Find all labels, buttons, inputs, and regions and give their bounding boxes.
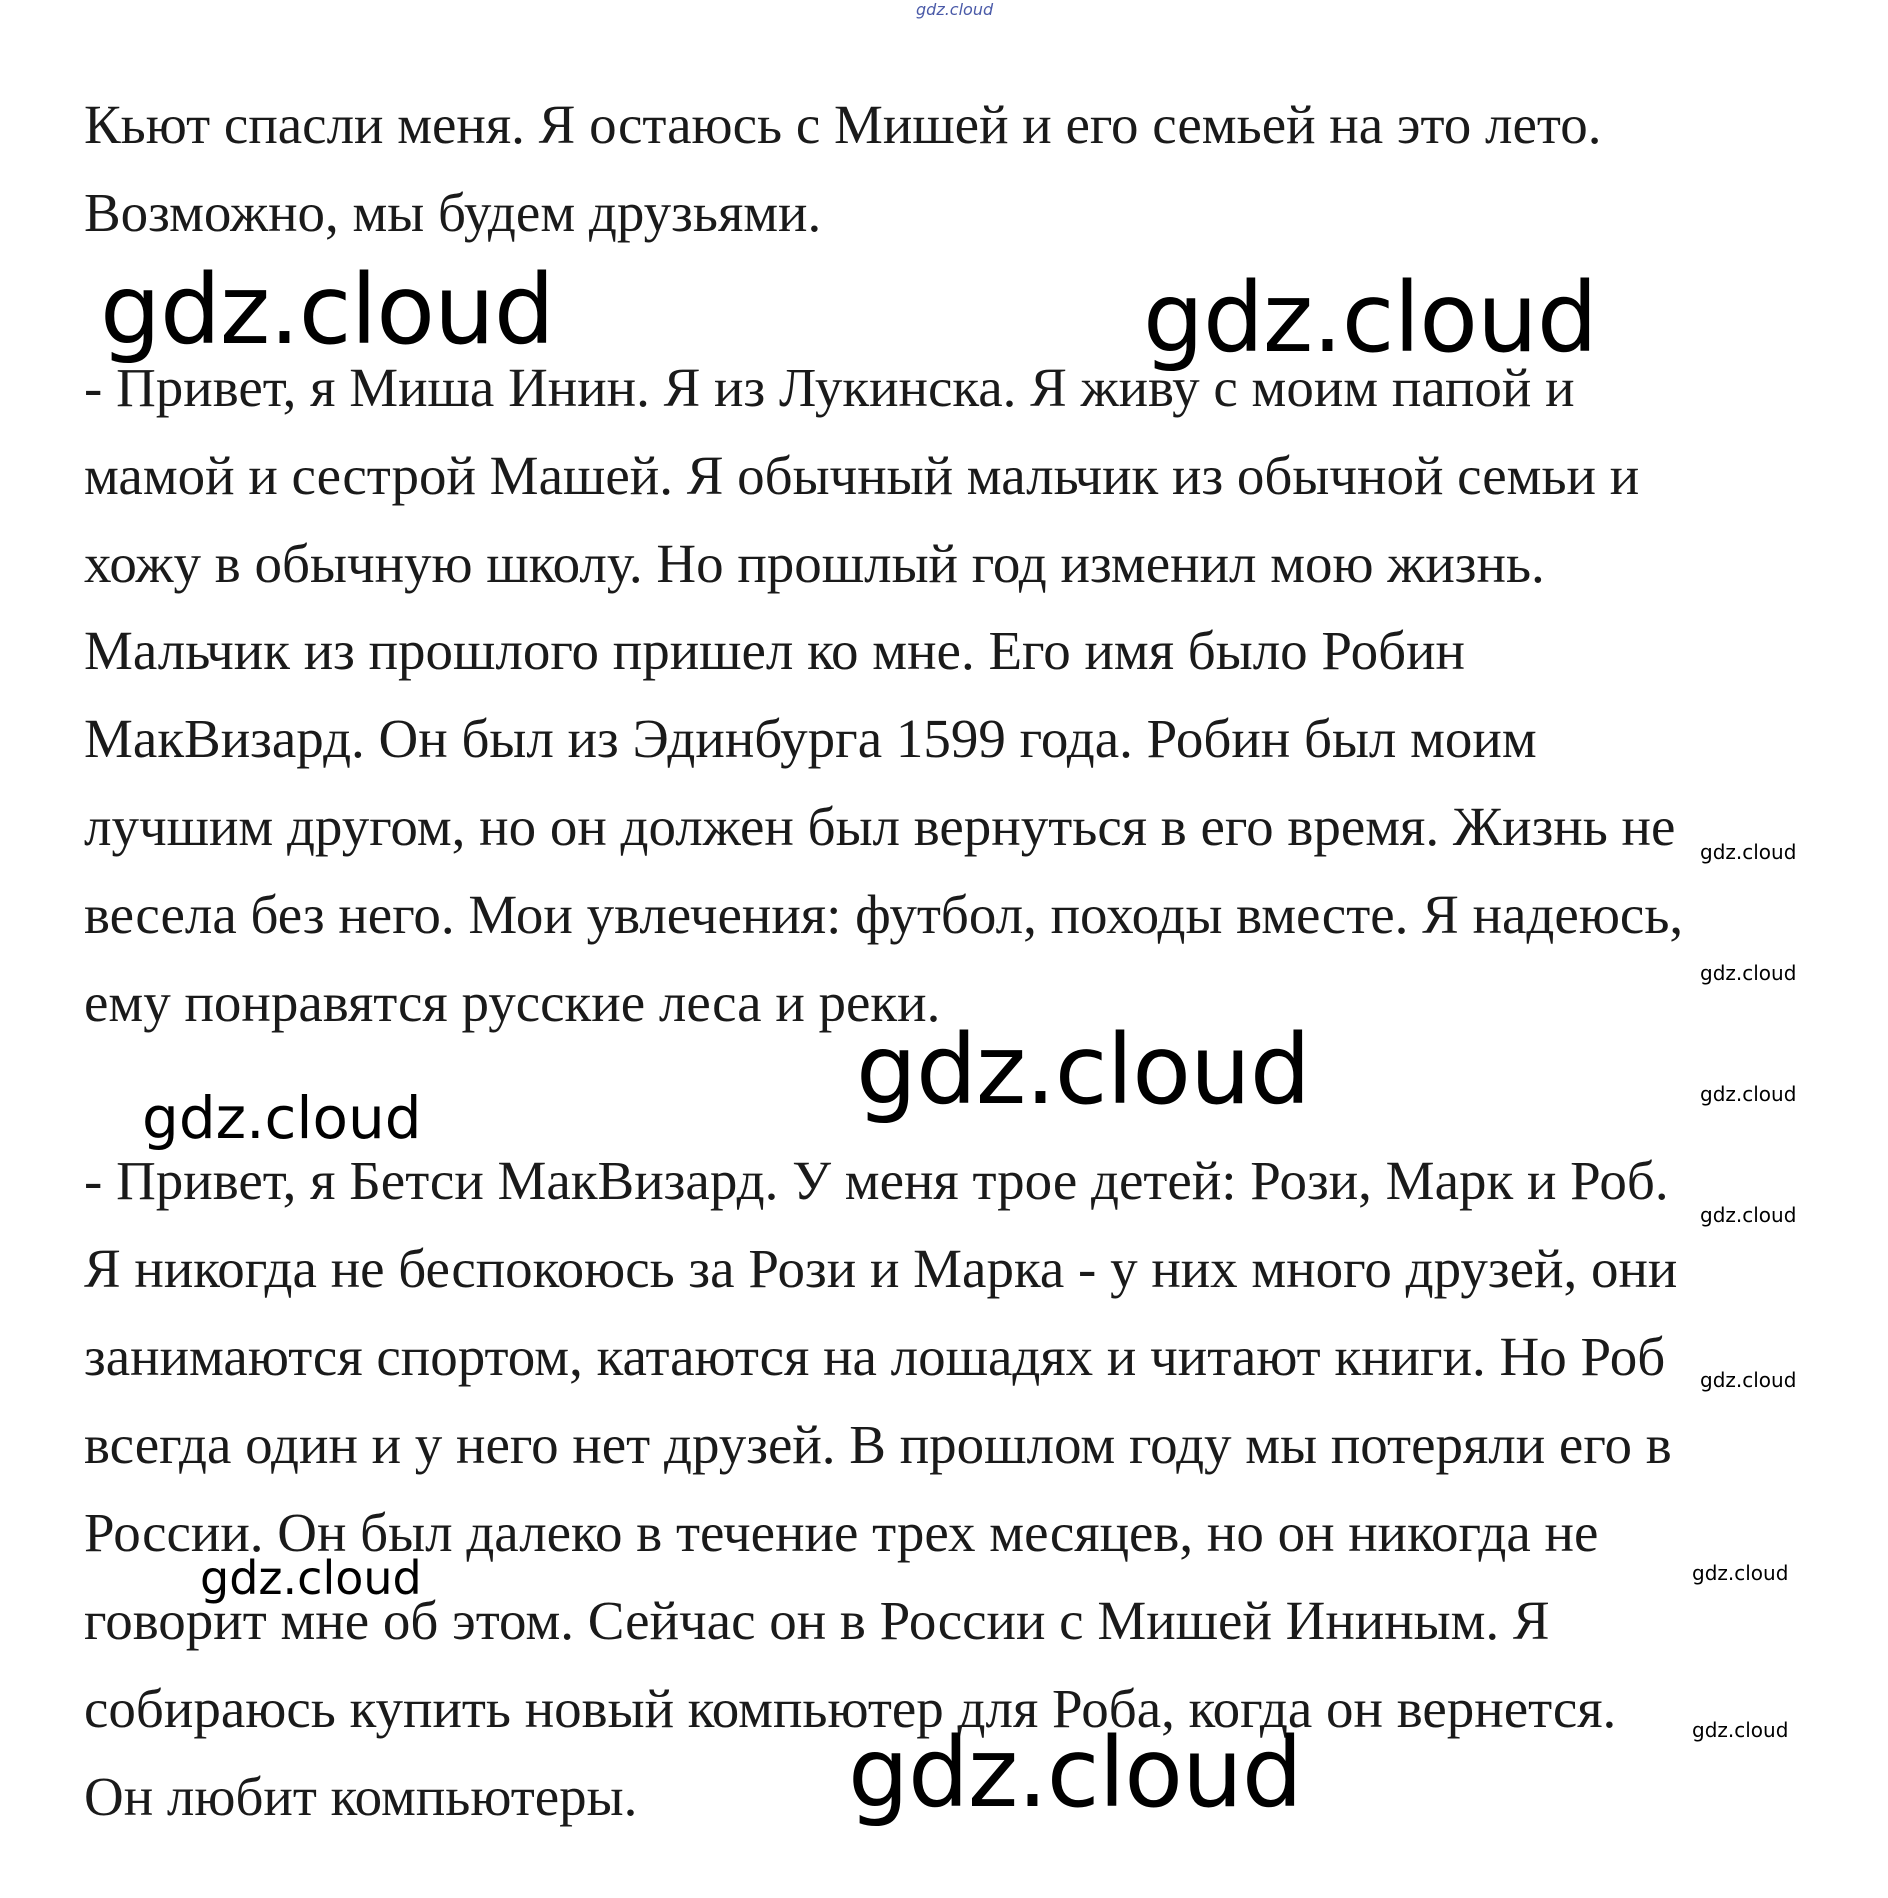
watermark-large: gdz.cloud [848,1717,1302,1829]
text-line: МакВизард. Он был из Эдинбурга 1599 года. Робин был моим [84,708,1537,769]
watermark-large: gdz.cloud [1143,262,1597,374]
watermark-medium: gdz.cloud [200,1551,422,1605]
text-line: говорит мне об этом. Сейчас он в России с Мишей Ининым. Я [84,1590,1550,1651]
text-line: Возможно, мы будем друзьями. [84,182,822,243]
text-line: лучшим другом, но он должен был вернуться в его время. Жизнь не [84,796,1676,857]
text-line: мамой и сестрой Машей. Я обычный мальчик из обычной семьи и [84,445,1640,506]
text-line: собираюсь купить новый компьютер для Роба, когда он вернется. [84,1678,1617,1739]
watermark-small: gdz.cloud [1692,1718,1789,1742]
watermark-small: gdz.cloud [1700,1082,1797,1106]
text-line: Кьют спасли меня. Я остаюсь с Мишей и его семьей на это лето. [84,94,1602,155]
text-line: занимаются спортом, катаются на лошадях и читают книги. Но Роб [84,1326,1666,1387]
text-line: хожу в обычную школу. Но прошлый год изменил мою жизнь. [84,533,1545,594]
text-line: России. Он был далеко в течение трех месяцев, но он никогда не [84,1502,1599,1563]
watermark-large: gdz.cloud [856,1014,1310,1126]
watermark-small: gdz.cloud [1700,1203,1797,1227]
text-line: - Привет, я Бетси МакВизард. У меня трое детей: Рози, Марк и Роб. [84,1150,1669,1211]
text-line: - Привет, я Миша Инин. Я из Лукинска. Я живу с моим папой и [84,357,1575,418]
watermark-top: gdz.cloud [916,0,994,19]
watermark-small: gdz.cloud [1700,961,1797,985]
text-line: весела без него. Мои увлечения: футбол, походы вместе. Я надеюсь, [84,884,1684,945]
watermark-medium: gdz.cloud [142,1084,422,1152]
watermark-small: gdz.cloud [1700,1368,1797,1392]
text-line: Мальчик из прошлого пришел ко мне. Его имя было Робин [84,620,1465,681]
text-line: всегда один и у него нет друзей. В прошлом году мы потеряли его в [84,1414,1672,1475]
watermark-small: gdz.cloud [1700,840,1797,864]
text-line: ему понравятся русские леса и реки. [84,972,941,1033]
text-line: Он любит компьютеры. [84,1766,638,1827]
watermark-large: gdz.cloud [100,254,554,366]
watermark-small: gdz.cloud [1692,1561,1789,1585]
text-line: Я никогда не беспокоюсь за Рози и Марка - у них много друзей, они [84,1238,1678,1299]
